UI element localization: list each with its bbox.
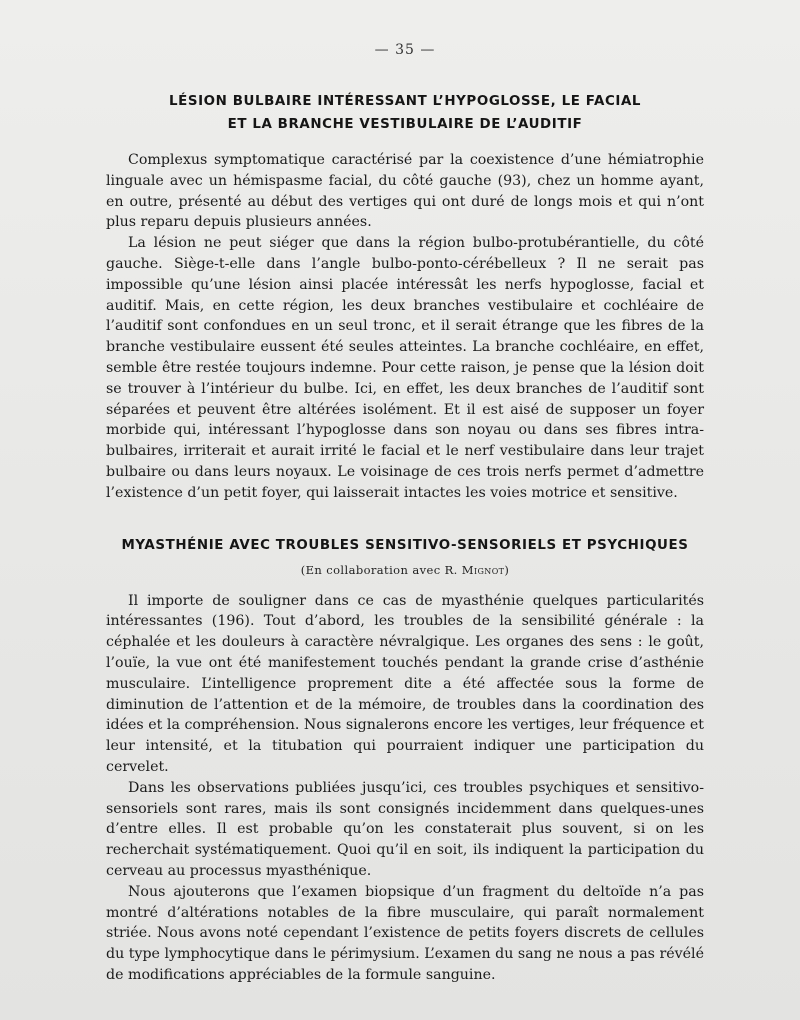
collaboration-note — [106, 563, 704, 577]
collaboration-suffix: ) — [504, 562, 510, 577]
paragraph: Dans les observations publiées jusqu’ici, ces troubles psychiques et sensitivo-sensoriels sont rares, mais ils sont consignés incidemment dans quelques-unes d’entre elles. Il est probable qu’on les constaterait plus souvent, si on les recherchait systématiquement. Quoi qu’il en soit, ils indiquent la participation du cerveau au processus myasthénique. — [106, 779, 704, 879]
section-title-line-1: LÉSION BULBAIRE INTÉRESSANT L’HYPOGLOSSE, LE FACIAL — [168, 94, 642, 109]
collaborator-name: Mignot — [461, 562, 505, 577]
paragraph: Nous ajouterons que l’examen biopsique d’un fragment du deltoïde n’a pas montré d’altérations notables de la fibre musculaire, qui paraît normalement striée. Nous avons noté cependant l’existence de petits foyers discrets de cellules du type lymphocytique dans le périmysium. L’examen du sang ne nous a pas révélé de modifications appréciables de la formule sanguine. — [106, 883, 704, 983]
paragraph: Complexus symptomatique caractérisé par la coexistence d’une hémiatrophie linguale avec un hémispasme facial, du côté gauche (93), chez un homme ayant, en outre, présenté au début des vertiges qui ont duré de longs mois et qui n’ont plus reparu depuis plusieurs années. — [106, 152, 704, 231]
section-lesion-bulbaire — [106, 90, 704, 504]
section-title-line-2: ET LA BRANCHE VESTIBULAIRE DE L’AUDITIF — [227, 117, 583, 132]
page-number: — 35 — — [374, 42, 436, 58]
paragraph: La lésion ne peut siéger que dans la région bulbo-protubérantielle, du côté gauche. Siège-t-elle dans l’angle bulbo-ponto-cérébelleux ? Il ne serait pas impossible qu’une lésion ainsi placée intéressât les nerfs hypoglosse, facial et auditif. Mais, en cette région, les deux branches vestibulaire et cochléaire de l’auditif sont confondues en un seul tronc, et il serait étrange que les fibres de la branche vestibulaire eussent été seules atteintes. La branche cochléaire, en effet, semble être restée toujours indemne. Pour cette raison, je pense que la lésion doit se trouver à l’intérieur du bulbe. Ici, en effet, les deux branches de l’auditif sont séparées et peuvent être altérées isolément. Et il est aisé de supposer un foyer morbide qui, intéressant l’hypoglosse dans son noyau ou dans ses fibres intra-bulbaires, irriterait et aurait irrité le facial et le nerf vestibulaire dans leur trajet bulbaire ou dans leurs noyaux. Le voisinage de ces trois nerfs permet d’admettre l’existence d’un petit foyer, qui laisserait intactes les voies motrice et sensitive. — [106, 235, 704, 501]
section-title-lesion-bulbaire — [106, 90, 704, 136]
section-title-myasthenie: MYASTHÉNIE AVEC TROUBLES SENSITIVO-SENSORIELS ET PSYCHIQUES — [121, 537, 689, 553]
section-myasthenie — [106, 534, 704, 986]
collaboration-prefix: (En collaboration avec R. — [300, 562, 462, 577]
paragraph: Il importe de souligner dans ce cas de myasthénie quelques particularités intéressantes (196). Tout d’abord, les troubles de la sensibilité générale : la céphalée et les douleurs à caractère névralgique. Les organes des sens : le goût, l’ouïe, la vue ont été manifestement touchés pendant la grande crise d’asthénie musculaire. L’intelligence proprement dite a été affectée sous la forme de diminution de l’attention et de la mémoire, de troubles dans la coordination des idées et la compréhension. Nous signalerons encore les vertiges, leur fréquence et leur intensité, et la titubation qui pourraient indiquer une participation du cervelet. — [106, 592, 704, 775]
